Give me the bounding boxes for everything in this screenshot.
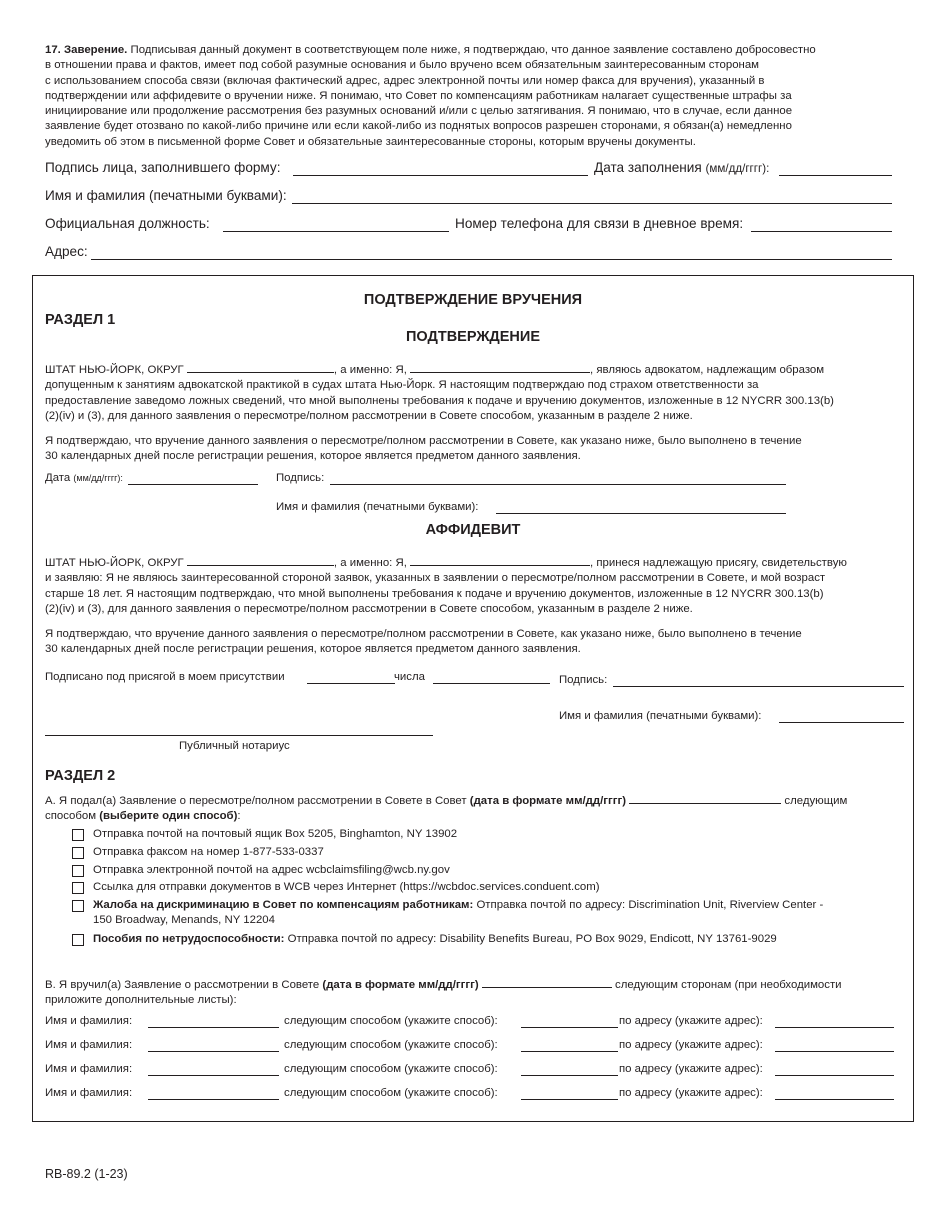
option-fax-label: Отправка факсом на номер 1-877-533-0337 xyxy=(93,846,324,858)
option-disability-checkbox[interactable] xyxy=(72,934,84,946)
option-online-checkbox[interactable] xyxy=(72,882,84,894)
board-filing-date-field[interactable] xyxy=(629,791,781,804)
served-row-name-label: Имя и фамилия: xyxy=(45,1015,133,1027)
served-row-address-label: по адресу (укажите адрес): xyxy=(619,1039,763,1051)
address-label: Адрес: xyxy=(45,244,88,259)
sworn-label: Подписано под присягой в моем присутствии xyxy=(45,671,285,683)
printed-name-label: Имя и фамилия (печатными буквами): xyxy=(45,188,287,203)
affirmation-attorney-name-field[interactable] xyxy=(410,360,590,373)
served-row-method-field[interactable] xyxy=(521,1027,618,1028)
affidavit-confirm-paragraph: Я подтверждаю, что вручение данного заявления о пересмотре/полном рассмотрении в Совете, как указано ниже, было выполнено в течение 30 календарных дней после регистрации решения, которое является предметом данного заявления. xyxy=(45,628,802,656)
affidavit-sign-label: Подпись: xyxy=(559,674,608,686)
address-field[interactable] xyxy=(91,259,892,260)
served-row-address-label: по адресу (укажите адрес): xyxy=(619,1087,763,1099)
affidavit-print-name-label: Имя и фамилия (печатными буквами): xyxy=(559,710,762,722)
affirmation-signature-field[interactable] xyxy=(330,484,786,485)
affirmation-heading: ПОДТВЕРЖДЕНИЕ xyxy=(406,329,540,345)
served-row-address-field[interactable] xyxy=(775,1099,894,1100)
affirmation-sign-label: Подпись: xyxy=(276,472,325,484)
affirmation-print-name-label: Имя и фамилия (печатными буквами): xyxy=(276,501,479,513)
form-id: RB-89.2 (1-23) xyxy=(45,1167,128,1181)
option-discrimination-label: Жалоба на дискриминацию в Совет по компенсациям работникам: Отправка почтой по адресу: Discrimination Unit, Riverview Center - 150 Broadway, Menands, NY 12204 xyxy=(93,899,824,927)
served-row-method-label: следующим способом (укажите способ): xyxy=(284,1087,498,1099)
notary-label: Публичный нотариус xyxy=(179,740,290,752)
affirmation-paragraph: ШТАТ НЬЮ-ЙОРК, ОКРУГ , а именно: Я, , являюсь адвокатом, надлежащим образом допущенным к занятиям адвокатской практикой в судах штата Нью-Йорк. Я настоящим подтверждаю под страхом ответственности за предоставление заведомо ложных сведений, что мной выполнены требования к подаче и вручению документов, изложенные в 12 NYCRR 300.13(b) (2)(iv) и (3), для данного заявления о пересмотре/полном рассмотрении в Совете способом, указанным в разделе 2 ниже. xyxy=(45,360,834,424)
preparer-signature-field[interactable] xyxy=(293,175,588,176)
day-label: числа xyxy=(394,671,425,683)
option-mail-label: Отправка почтой на почтовый ящик Box 5205, Binghamton, NY 13902 xyxy=(93,828,458,840)
section2-a-paragraph: A. Я подал(а) Заявление о пересмотре/полном рассмотрении в Совете в Совет (дата в формате мм/дд/гггг) следующим способом (выберите один способ): xyxy=(45,791,847,825)
section2-heading: РАЗДЕЛ 2 xyxy=(45,768,116,784)
affirmation-county-field[interactable] xyxy=(187,360,334,373)
option-fax-checkbox[interactable] xyxy=(72,847,84,859)
served-row-name-field[interactable] xyxy=(148,1099,279,1100)
served-row-address-label: по адресу (укажите адрес): xyxy=(619,1015,763,1027)
option-disability-label: Пособия по нетрудоспособности: Отправка почтой по адресу: Disability Benefits Bureau, PO Box 9029, Endicott, NY 13761-9029 xyxy=(93,933,777,945)
declaration-title: 17. Заверение. xyxy=(45,44,128,56)
affirmation-confirm-paragraph: Я подтверждаю, что вручение данного заявления о пересмотре/полном рассмотрении в Совете, как указано ниже, было выполнено в течение 30 календарных дней после регистрации решения, которое является предметом данного заявления. xyxy=(45,435,802,463)
affidavit-print-name-field[interactable] xyxy=(779,722,904,723)
affirmation-print-name-field[interactable] xyxy=(496,513,786,514)
served-row-method-field[interactable] xyxy=(521,1051,618,1052)
section1-heading: РАЗДЕЛ 1 xyxy=(45,312,116,328)
served-row-method-label: следующим способом (укажите способ): xyxy=(284,1039,498,1051)
served-row-method-field[interactable] xyxy=(521,1075,618,1076)
preparer-signature-label: Подпись лица, заполнившего форму: xyxy=(45,160,281,175)
sworn-day-field[interactable] xyxy=(307,683,395,684)
served-row-address-field[interactable] xyxy=(775,1051,894,1052)
affidavit-county-field[interactable] xyxy=(187,553,334,566)
served-row-address-field[interactable] xyxy=(775,1027,894,1028)
affidavit-heading: АФФИДЕВИТ xyxy=(425,522,521,538)
option-email-label: Отправка электронной почтой на адрес wcbclaimsfiling@wcb.ny.gov xyxy=(93,864,450,876)
proof-heading: ПОДТВЕРЖДЕНИЕ ВРУЧЕНИЯ xyxy=(363,292,583,308)
notary-signature-field[interactable] xyxy=(45,735,433,736)
option-mail-checkbox[interactable] xyxy=(72,829,84,841)
completion-date-label: Дата заполнения (мм/дд/гггг): xyxy=(594,160,770,175)
affidavit-name-field[interactable] xyxy=(410,553,590,566)
served-row-name-field[interactable] xyxy=(148,1027,279,1028)
completion-date-field[interactable] xyxy=(779,175,892,176)
affirmation-date-field[interactable] xyxy=(128,484,258,485)
option-email-checkbox[interactable] xyxy=(72,865,84,877)
daytime-phone-label: Номер телефона для связи в дневное время: xyxy=(455,216,744,231)
official-title-label: Официальная должность: xyxy=(45,216,210,231)
served-row-address-field[interactable] xyxy=(775,1075,894,1076)
served-row-method-label: следующим способом (укажите способ): xyxy=(284,1063,498,1075)
service-date-field[interactable] xyxy=(482,975,612,988)
served-row-name-field[interactable] xyxy=(148,1075,279,1076)
daytime-phone-field[interactable] xyxy=(751,231,892,232)
served-row-name-field[interactable] xyxy=(148,1051,279,1052)
served-row-name-label: Имя и фамилия: xyxy=(45,1063,133,1075)
served-row-address-label: по адресу (укажите адрес): xyxy=(619,1063,763,1075)
option-discrimination-checkbox[interactable] xyxy=(72,900,84,912)
served-row-method-label: следующим способом (укажите способ): xyxy=(284,1015,498,1027)
official-title-field[interactable] xyxy=(223,231,449,232)
option-online-label: Ссылка для отправки документов в WCB через Интернет (https://wcbdoc.services.conduent.com) xyxy=(93,881,600,893)
affidavit-signature-field[interactable] xyxy=(613,686,904,687)
served-row-name-label: Имя и фамилия: xyxy=(45,1039,133,1051)
affirmation-date-label: Дата (мм/дд/гггг): xyxy=(45,472,123,484)
served-row-method-field[interactable] xyxy=(521,1099,618,1100)
served-row-name-label: Имя и фамилия: xyxy=(45,1087,133,1099)
affidavit-paragraph: ШТАТ НЬЮ-ЙОРК, ОКРУГ , а именно: Я, , принеся надлежащую присягу, свидетельствую и заявляю: Я не являюсь заинтересованной стороной заявок, указанных в заявлении о пересмотре/полном рассмотрении в Совете, и мой возраст старше 18 лет. Я настоящим подтверждаю, что мной выполнены требования к подаче и вручению документов, изложенные в 12 NYCRR 300.13(b) (2)(iv) и (3), для данного заявления о пересмотре/полном рассмотрении в Совете способом, указанным в разделе 2 ниже. xyxy=(45,553,847,617)
section2-b-paragraph: B. Я вручил(а) Заявление о рассмотрении в Совете (дата в формате мм/дд/гггг) следующим сторонам (при необходимости приложите дополнительные листы): xyxy=(45,975,842,1009)
printed-name-field[interactable] xyxy=(292,203,892,204)
declaration-paragraph: 17. Заверение. Подписывая данный документ в соответствующем поле ниже, я подтверждаю, что данное заявление составлено добросовестно в отношении права и фактов, имеет под собой разумные основания и было вручено всем обязательным заинтересованным сторонам с использованием способа связи (включая фактический адрес, адрес электронной почты или номер факса для вручения), указанный в подтверждении или аффидевите о вручении ниже. Я понимаю, что Совет по компенсациям работникам налагает существенные штрафы за инициирование или продолжение рассмотрения без разумных оснований и/или с целью затягивания. Я понимаю, что в случае, если данное заявление будет отозвано по какой-либо причине или если какой-либо из поднятых вопросов разрешен сторонами, я обязан(а) немедленно уведомить об этом в письменной форме Совет и обязательные заинтересованные стороны, которым вручены документы. xyxy=(45,44,816,148)
sworn-month-field[interactable] xyxy=(433,683,550,684)
